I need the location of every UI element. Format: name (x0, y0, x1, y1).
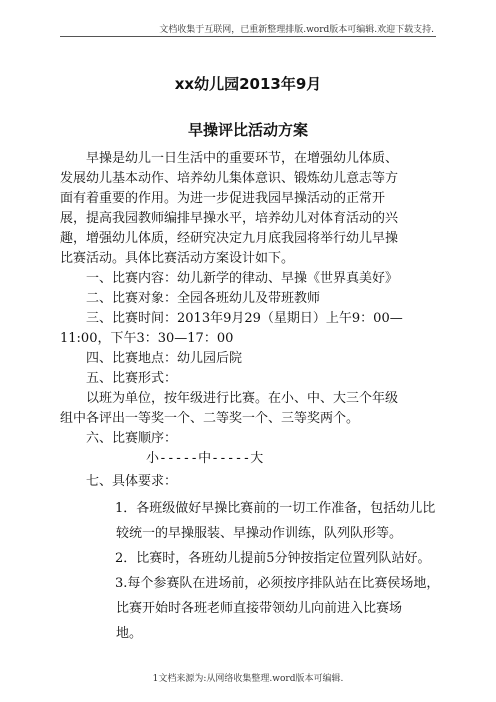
requirement-item-cont: 比赛开始时各班老师直接带领幼儿向前进入比赛场 (116, 601, 403, 616)
section-order: 六、比赛顺序： (86, 431, 178, 446)
section-format: 五、比赛形式： (86, 371, 178, 386)
intro-line: 比赛活动。具体比赛活动方案设计如下。 (60, 251, 295, 266)
intro-line: 面有着重要的作用。为进一步促进我园早操活动的正常开 (60, 191, 386, 206)
header-divider (60, 36, 436, 37)
requirement-item-cont: 较统一的早操服装、早操动作训练，队列队形等。 (116, 526, 403, 541)
section-participants: 二、比赛对象：全园各班幼儿及带班教师 (86, 291, 321, 306)
intro-line: 趣，增强幼儿体质，经研究决定九月底我园将举行幼儿早操 (60, 231, 399, 246)
document-title-date: xx幼儿园2013年9月 (174, 75, 322, 93)
intro-line: 发展幼儿基本动作、培养幼儿集体意识、锻炼幼儿意志等方 (60, 171, 399, 186)
section-requirements: 七、具体要求： (86, 474, 178, 489)
header-note: 文档收集于互联网，已重新整理排版.word版本可编辑.欢迎下载支持. (159, 25, 434, 35)
footer-note: 1文档来源为:从网络收集整理.word版本可编辑. (152, 674, 344, 684)
requirement-item: 3.每个参赛队在进场前，必须按序排队站在比赛侯场地， (115, 576, 440, 591)
format-desc-cont: 组中各评出一等奖一个、二等奖一个、三等奖两个。 (60, 411, 360, 426)
order-sequence: 小-----中-----大 (146, 451, 264, 466)
requirement-item-cont: 地。 (116, 626, 143, 641)
format-desc: 以班为单位，按年级进行比赛。在小、中、大三个年级 (86, 391, 399, 406)
intro-line: 展，提高我园教师编排早操水平，培养幼儿对体育活动的兴 (60, 211, 399, 226)
requirement-item: 1．各班级做好早操比赛前的一切工作准备，包括幼儿比 (115, 501, 436, 516)
document-title: 早操评比活动方案 (187, 121, 308, 139)
requirement-item: 2．比赛时，各班幼儿提前5分钟按指定位置列队站好。 (115, 551, 431, 566)
intro-line: 早操是幼儿一日生活中的重要环节，在增强幼儿体质、 (86, 151, 399, 166)
section-time-cont: 11:00，下午3：30—17：00 (60, 331, 234, 346)
section-time: 三、比赛时间：2013年9月29（星期日）上午9：00— (86, 311, 403, 326)
section-location: 四、比赛地点：幼儿园后院 (86, 351, 243, 366)
section-content: 一、比赛内容：幼儿新学的律动、早操《世界真美好》 (86, 271, 399, 286)
